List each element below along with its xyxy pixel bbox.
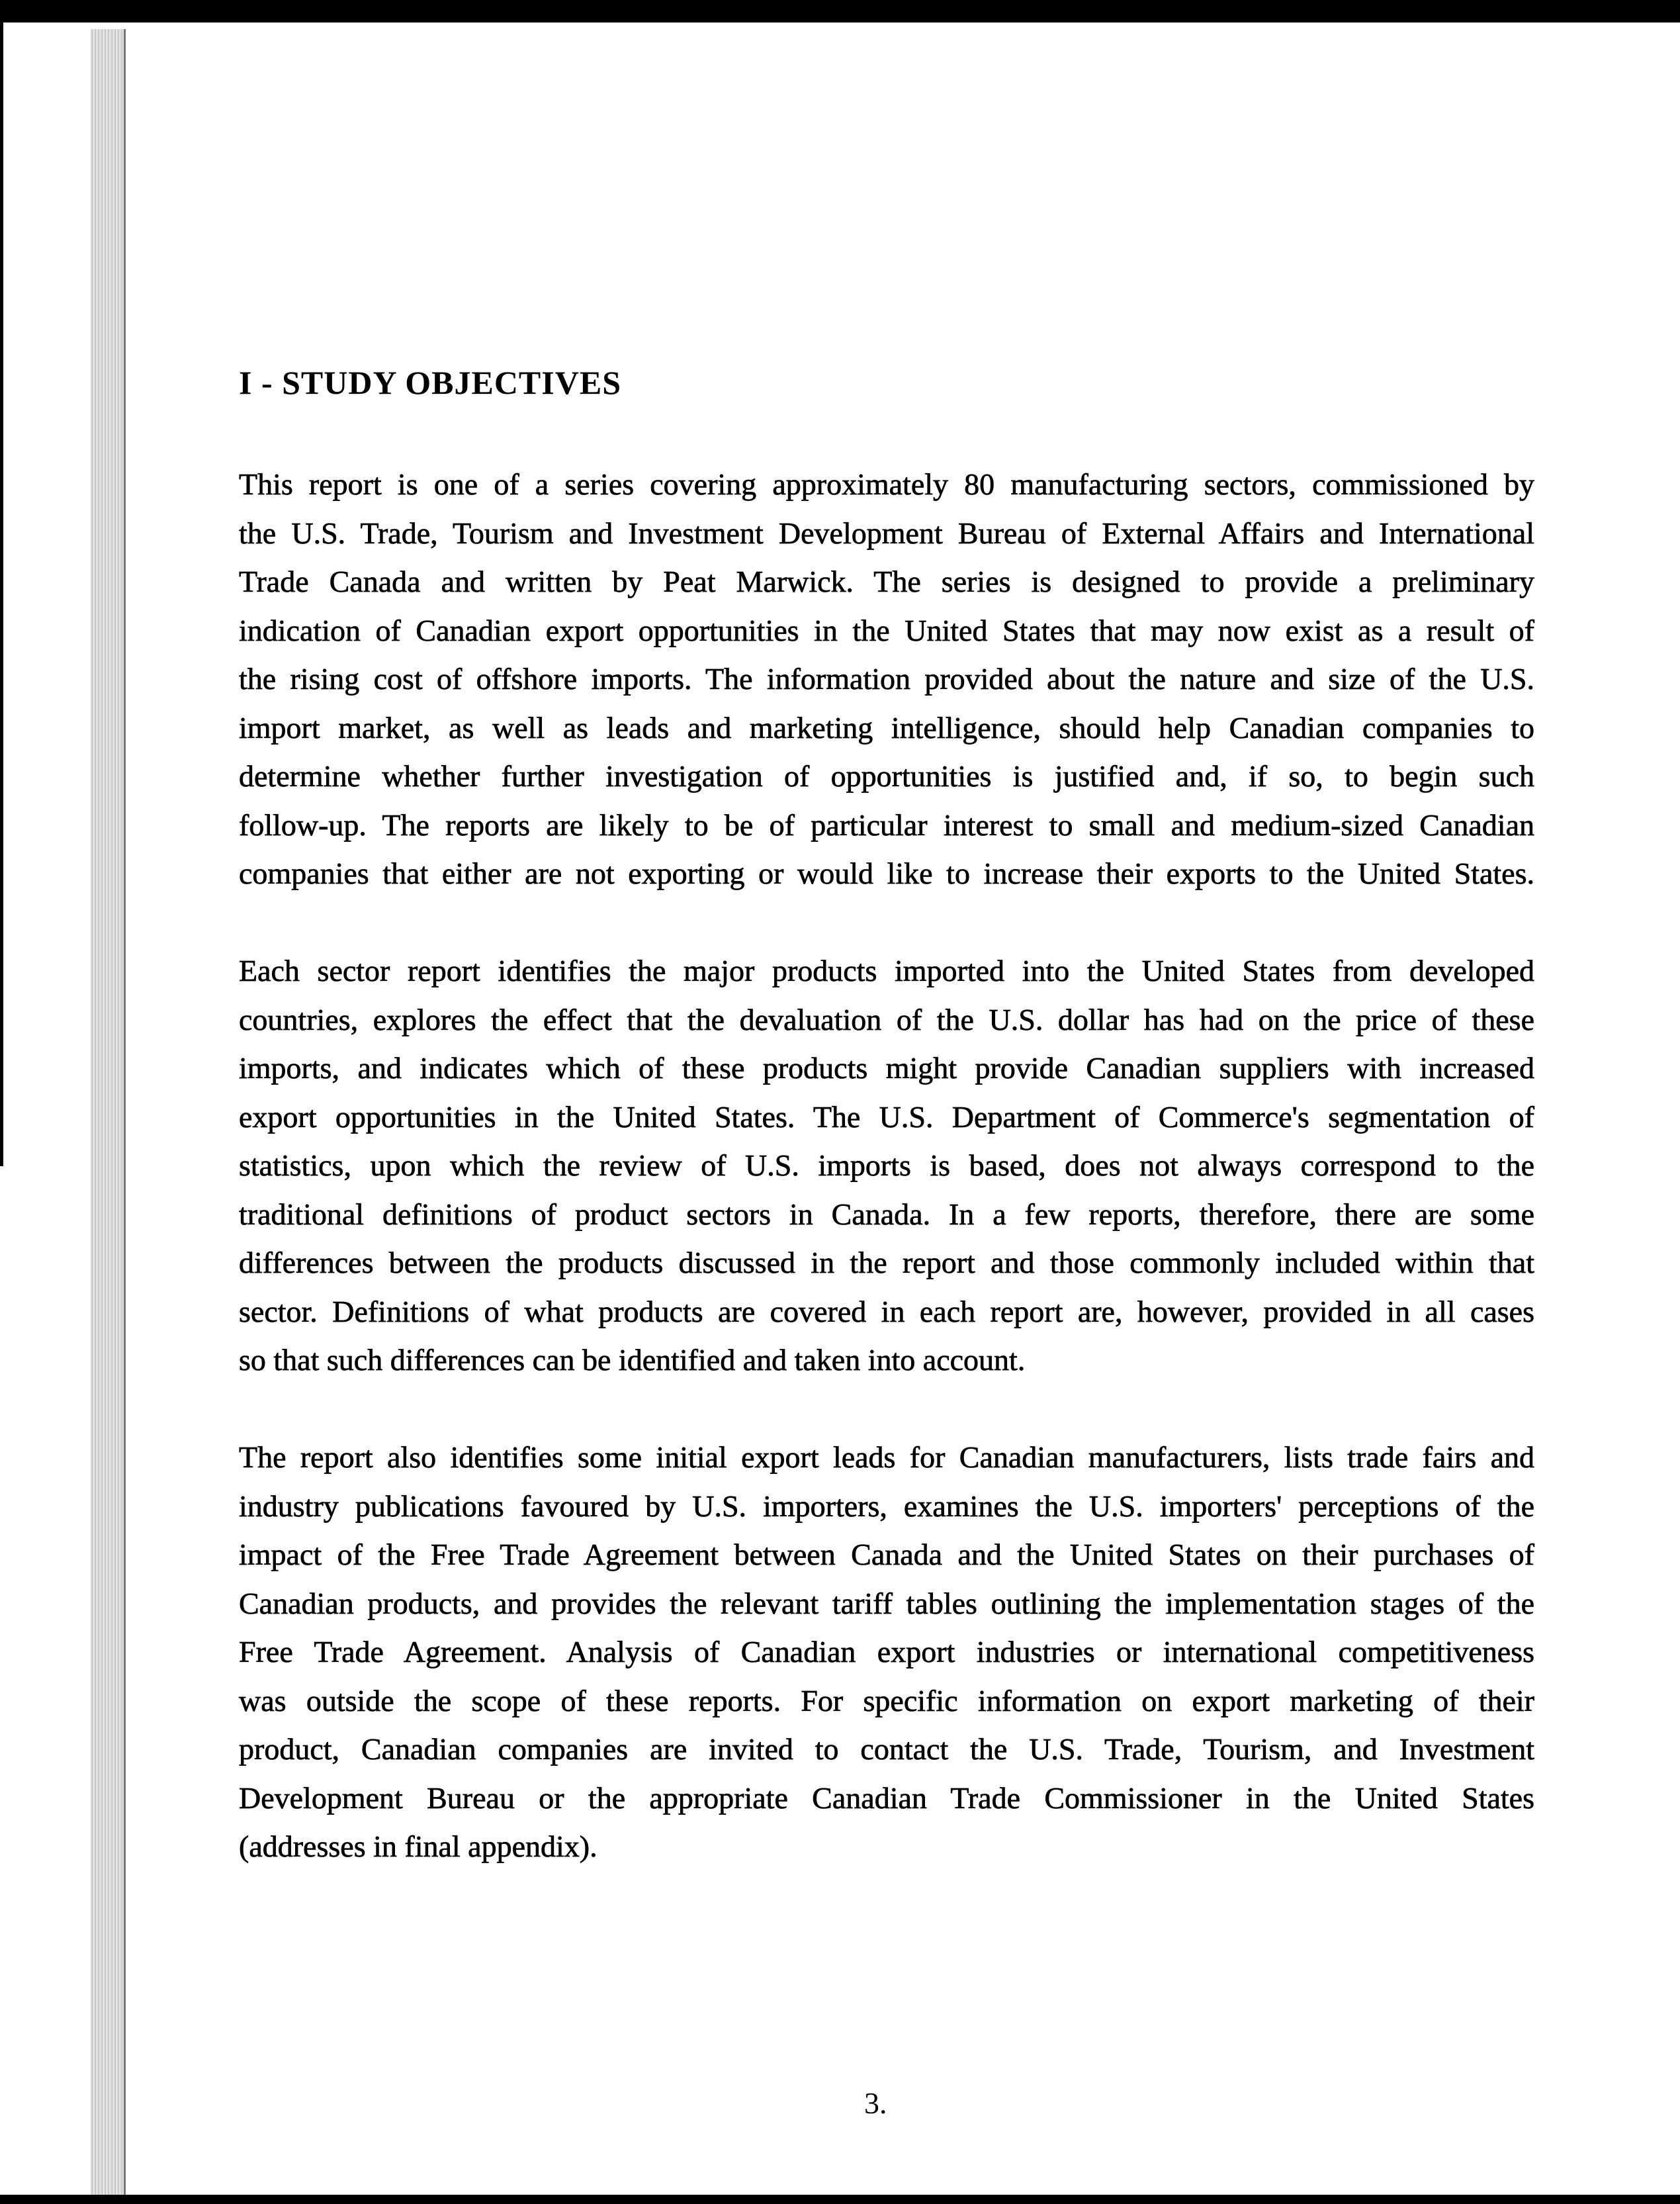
body-text xyxy=(239,460,1534,1919)
paragraph-1 xyxy=(239,460,1534,898)
text-line: Free Trade Agreement. Analysis of Canadian export industries or international competitiveness xyxy=(239,1635,1534,1669)
text-line: follow-up. The reports are likely to be of particular interest to small and medium-sized Canadian xyxy=(239,807,1534,842)
section-heading: I - STUDY OBJECTIVES xyxy=(239,364,622,401)
text-line: export opportunities in the United States. The U.S. Department of Commerce's segmentation of xyxy=(239,1099,1534,1134)
page-number: 3. xyxy=(864,2086,887,2120)
scan-left-edge xyxy=(0,0,3,1166)
text-line: countries, explores the effect that the devaluation of the U.S. dollar has had on the price of these xyxy=(239,1002,1534,1036)
text-line: determine whether further investigation of opportunities is justified and, if so, to begin such xyxy=(239,759,1534,793)
text-line: imports, and indicates which of these products might provide Canadian suppliers with increased xyxy=(239,1051,1534,1085)
text-line: (addresses in final appendix). xyxy=(239,1829,597,1863)
text-line: differences between the products discussed in the report and those commonly included within that xyxy=(239,1246,1534,1279)
text-line: statistics, upon which the review of U.S. imports is based, does not always correspond to the xyxy=(239,1148,1534,1182)
paragraph-3 xyxy=(239,1433,1534,1871)
text-line: traditional definitions of product sectors in Canada. In a few reports, therefore, there are some xyxy=(239,1197,1534,1231)
text-line: industry publications favoured by U.S. importers, examines the U.S. importers' perceptions of the xyxy=(239,1489,1534,1523)
text-line: Each sector report identifies the major products imported into the United States from developed xyxy=(239,954,1534,987)
text-line: Canadian products, and provides the relevant tariff tables outlining the implementation stages of the xyxy=(239,1586,1534,1620)
text-line: This report is one of a series covering approximately 80 manufacturing sectors, commissioned by xyxy=(239,467,1534,501)
binding-gutter-shadow xyxy=(91,29,126,2195)
text-line: impact of the Free Trade Agreement between Canada and the United States on their purchases of xyxy=(239,1538,1534,1571)
text-line: indication of Canadian export opportunities in the United States that may now exist as a result of xyxy=(239,613,1534,647)
scan-bottom-border xyxy=(0,2195,1680,2204)
text-line: The report also identifies some initial export leads for Canadian manufacturers, lists trade fairs and xyxy=(239,1440,1534,1474)
text-line: companies that either are not exporting or would like to increase their exports to the United States. xyxy=(239,856,1534,890)
text-line: the rising cost of offshore imports. The information provided about the nature and size of the U.S. xyxy=(239,662,1534,696)
text-line: import market, as well as leads and marketing intelligence, should help Canadian companies to xyxy=(239,710,1534,745)
scan-top-border xyxy=(0,0,1680,23)
text-line: the U.S. Trade, Tourism and Investment Development Bureau of External Affairs and International xyxy=(239,516,1534,550)
text-line: Trade Canada and written by Peat Marwick. The series is designed to provide a preliminary xyxy=(239,565,1534,598)
paragraph-2 xyxy=(239,946,1534,1385)
text-line: sector. Definitions of what products are covered in each report are, however, provided in all cases xyxy=(239,1294,1534,1328)
text-line: product, Canadian companies are invited to contact the U.S. Trade, Tourism, and Investment xyxy=(239,1732,1534,1766)
text-line: was outside the scope of these reports. For specific information on export marketing of their xyxy=(239,1683,1534,1718)
text-line: Development Bureau or the appropriate Canadian Trade Commissioner in the United States xyxy=(239,1780,1534,1815)
text-line: so that such differences can be identified and taken into account. xyxy=(239,1343,1026,1377)
